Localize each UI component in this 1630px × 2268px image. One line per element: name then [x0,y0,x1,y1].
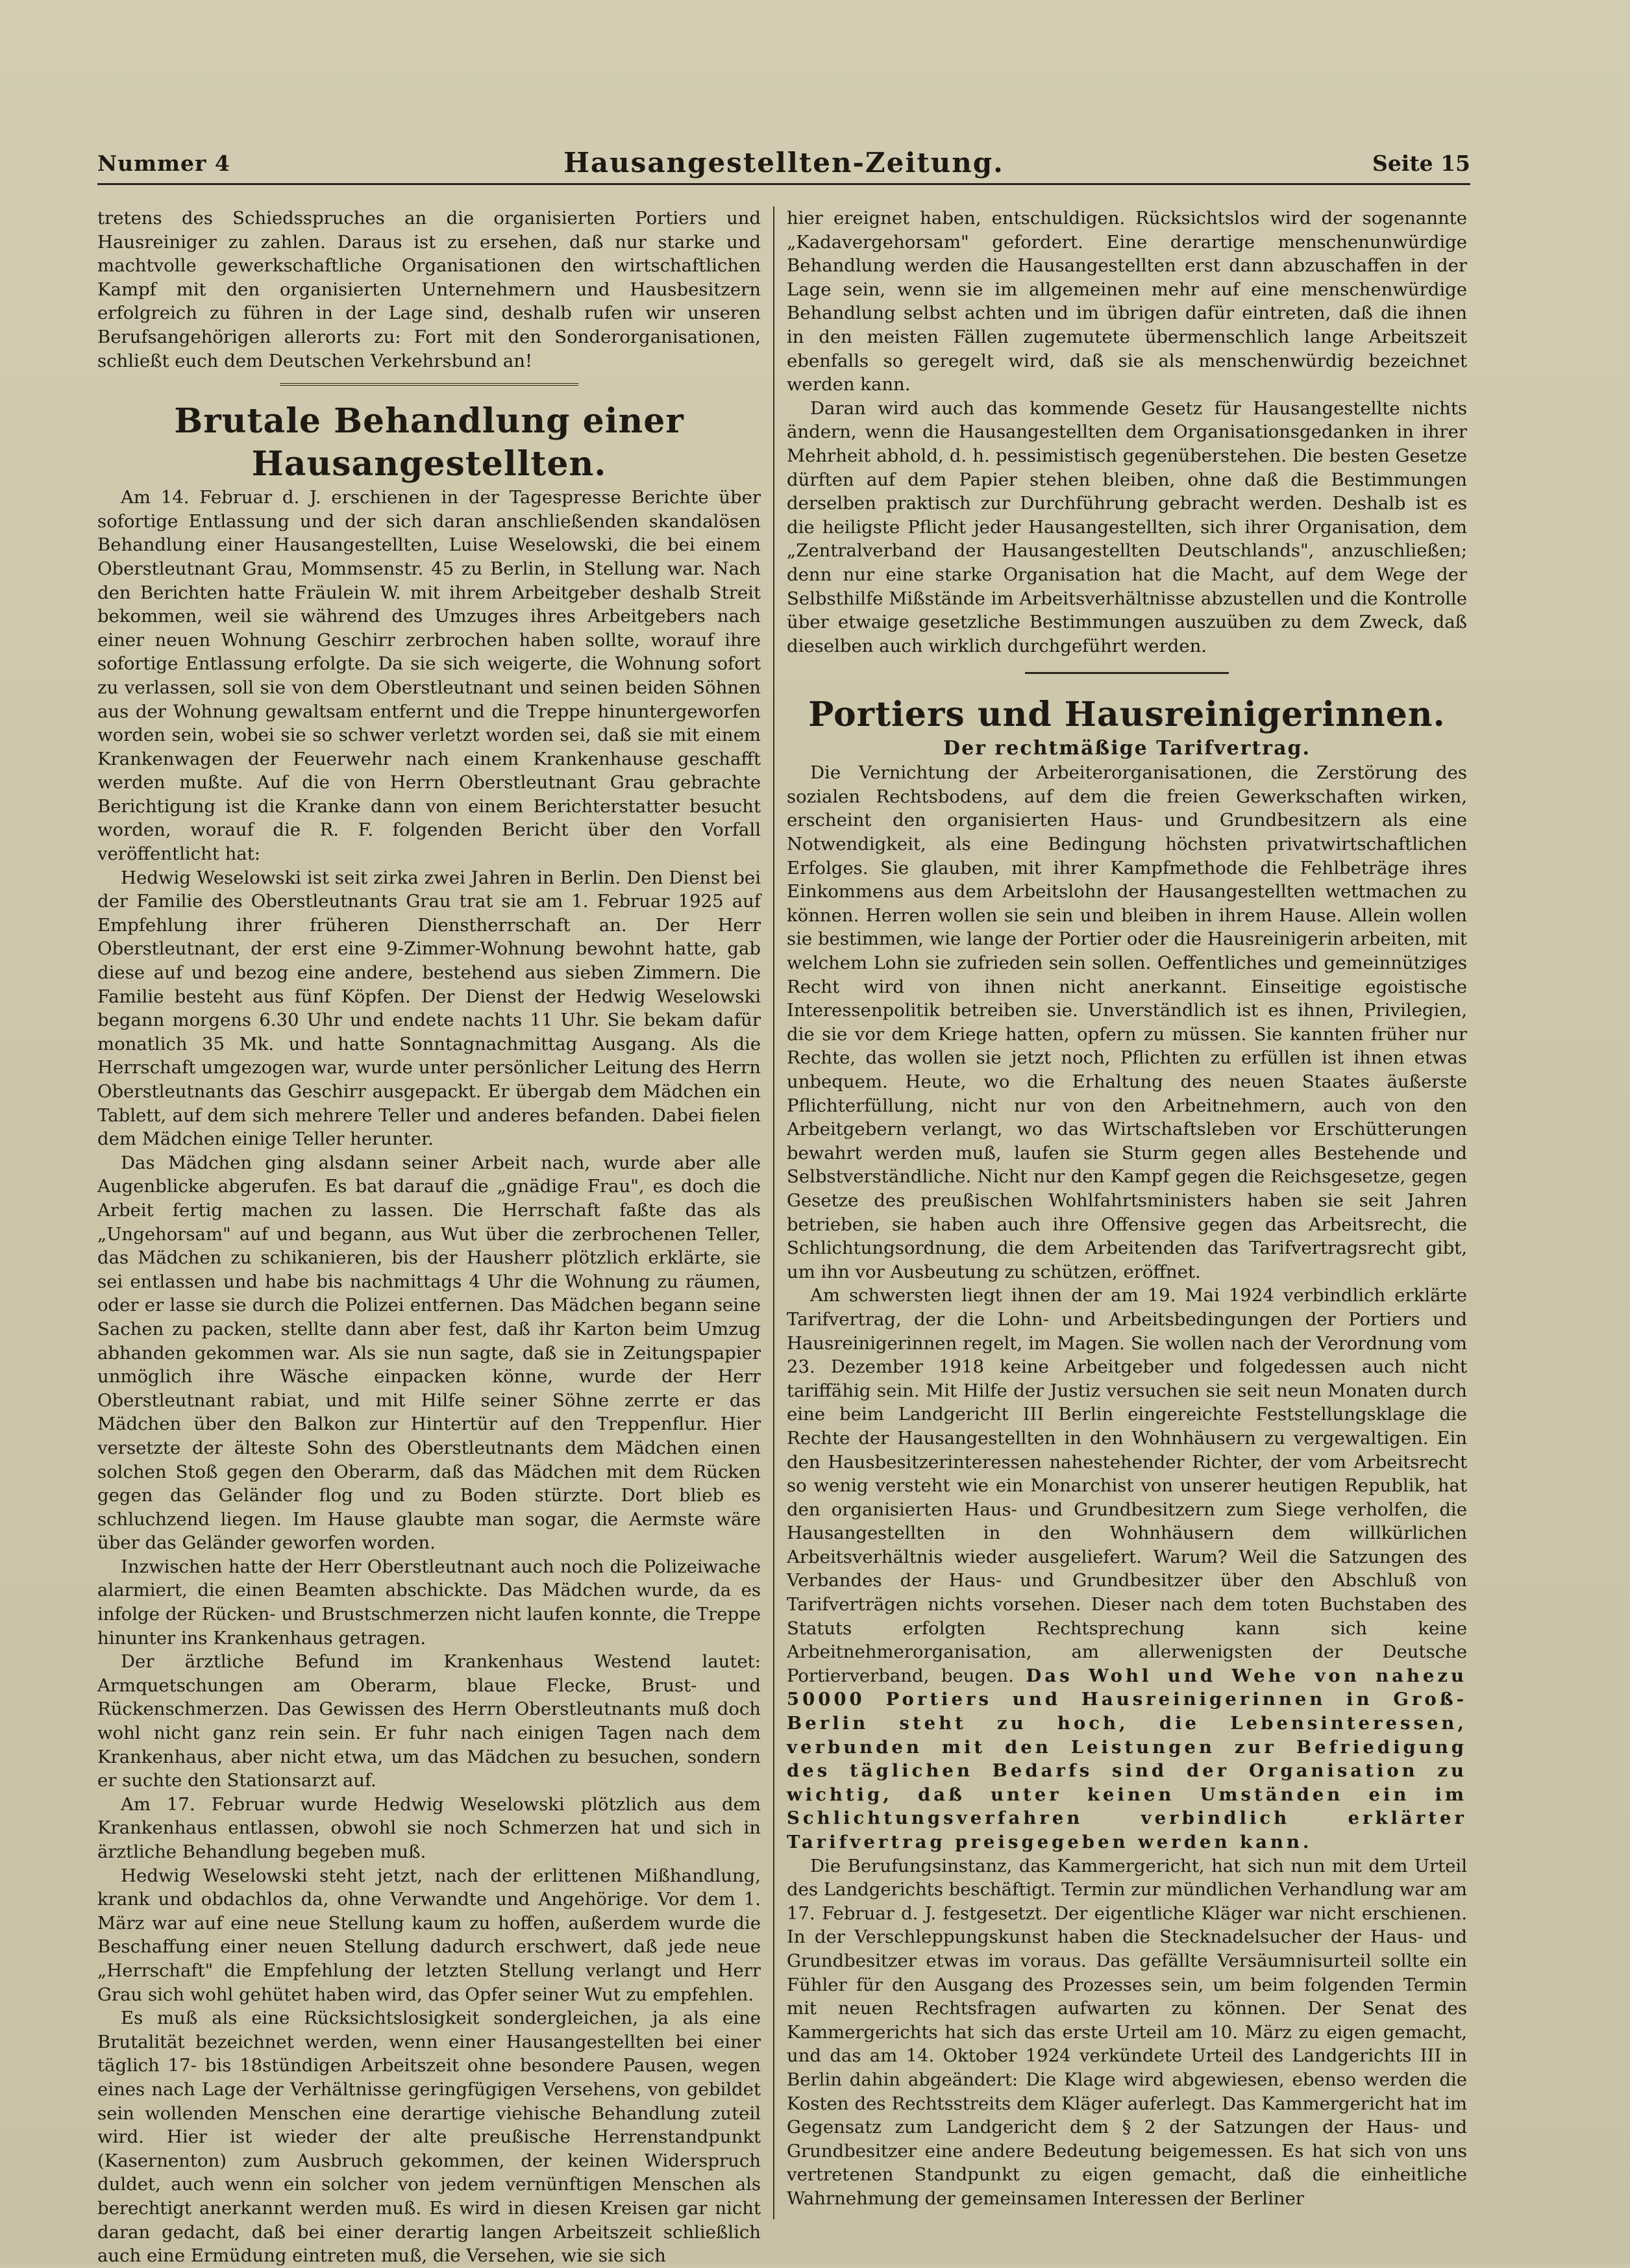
article-subtitle-tarifvertrag: Der rechtmäßige Tarifvertrag. [943,737,1311,760]
article2-paragraph-text: Am schwersten liegt ihnen der am 19. Mai 1924 verbindlich erklärte Tarifvertrag, der die Lohn- und Arbeitsbedingungen der Portiers und Hausreinigerinnen regelt, im Magen. Sie wollen nach der Verordnung vom 23. Dezember 1918 keine Arbeitgeber und folgedessen auch nicht tariffähig sein. Mit Hilfe der Justiz versuchen sie seit neun Monaten durch eine beim Landgericht III Berlin eingereichte Feststellungsklage die Rechte der Hausangestellten in den Wohnhäusern zu vergewaltigen. Ein den Hausbesitzerinteressen nahestehender Richter, der vom Arbeitsrecht so wenig versteht wie ein Monarchist von unserer heutigen Republik, hat den organisierten Haus- und Grundbesitzern zum Siege verholfen, die Hausangestellten in den Wohnhäusern dem willkürlichen Arbeitsverhältnis wieder ausgeliefert. Warum? Weil die Satzungen des Verbandes der Haus- und Grundbesitzer über den Abschluß von Tarifverträgen nichts vorsehen. Dieser nach dem toten Buchstaben des Statuts erfolgten Rechtsprechung kann sich keine Arbeitnehmerorganisation, am allerwenigsten der Deutsche Portierverband, beugen. [787,1285,1467,1686]
spaced-emphasis-text: Das Wohl und Wehe von nahezu 50000 Portiers und Hausreinigerinnen in Groß-Berlin steht zu hoch, die Lebensinteressen, verbunden mit den Leistungen zur Befriedigung des täglichen Bedarfs sind der Organisation zu wichtig, daß unter keinen Umständen ein im Schlichtungsverfahren verbindlich erklärter Tarifvertrag preisgegeben werden kann. [787,1665,1468,1852]
article1-paragraph: Hedwig Weselowski ist seit zirka zwei Jahren in Berlin. Den Dienst bei der Familie des Oberstleutnants Grau trat sie am 1. Februar 1925 auf Empfehlung ihrer früheren Dienstherrschaft an. Der Herr Oberstleutnant, der erst eine 9-Zimmer-Wohnung bewohnt hatte, gab diese auf und bezog eine andere, bestehend aus sieben Zimmern. Die Familie besteht aus fünf Köpfen. Der Dienst der Hedwig Weselowski begann morgens 6.30 Uhr und endete nachts 11 Uhr. Sie bekam dafür monatlich 35 Mk. und hatte Sonntagnachmittag Ausgang. Als die Herrschaft umgezogen war, wurde unter persönlicher Leitung des Herrn Oberstleutnants das Geschirr ausgepackt. Er übergab dem Mädchen ein Tablett, auf dem sich mehrere Teller und anderes befanden. Dabei fielen dem Mädchen einige Teller herunter. [97,867,761,1150]
article2-paragraph [787,1284,1467,1854]
article1-paragraph: Am 17. Februar wurde Hedwig Weselowski plötzlich aus dem Krankenhaus entlassen, obwohl sie noch Schmerzen hat und sich in ärztliche Behandlung begeben muß. [97,1793,761,1862]
article1-paragraph: Hedwig Weselowski steht jetzt, nach der erlittenen Mißhandlung, krank und obdachlos da, ohne Verwandte und Angehörige. Vor dem 1. März war auf eine neue Stellung kaum zu hoffen, außerdem wurde die Beschaffung einer neuen Stellung dadurch erschwert, daß jede neue „Herrschaft" die Empfehlung der letzten Stellung verlangt und Herr Grau sich wohl gehütet haben wird, das Opfer seiner Wut zu empfehlen. [97,1865,761,2005]
article2-paragraph: Die Vernichtung der Arbeiterorganisationen, die Zerstörung des sozialen Rechtsbodens, auf dem die freien Gewerkschaften wirken, erscheint den organisierten Haus- und Grundbesitzern als eine Notwendigkeit, als eine Bedingung höchsten privatwirtschaftlichen Erfolges. Sie glauben, mit ihrer Kampfmethode die Fehlbeträge ihres Einkommens aus dem Arbeitslohn der Hausangestellten wettmachen zu können. Herren wollen sie sein und bleiben in ihrem Hause. Allein wollen sie bestimmen, wie lange der Portier oder die Hausreinigerin arbeiten, mit welchem Lohn sie zufrieden sein sollen. Oeffentliches und gemeinnütziges Recht wird von ihnen nicht anerkannt. Einseitige egoistische Interessenpolitik betreiben sie. Unverständlich ist es ihnen, Privilegien, die sie vor dem Kriege hatten, opfern zu müssen. Sie kannten früher nur Rechte, das wollen sie jetzt noch, Pflichten zu erfüllen ist ihnen etwas unbequem. Heute, wo die Erhaltung des neuen Staates äußerste Pflichterfüllung, nicht nur von den Arbeitnehmern, auch von den Arbeitgebern verlangt, wo das Wirtschaftsleben vor Erschütterungen bewahrt werden muß, laufen sie Sturm gegen alles Bestehende und Selbstverständliche. Nicht nur den Kampf gegen die Reichsgesetze, gegen Gesetze des preußischen Wohlfahrtsministers haben sie seit Jahren betrieben, sie haben auch ihre Offensive gegen das Arbeitsrecht, die Schlichtungsordnung, die dem Arbeitenden das Tarifvertragsrecht gibt, um ihn vor Ausbeutung zu schützen, eröffnet. [787,762,1467,1282]
page-number: Seite 15 [1372,151,1470,176]
article2-paragraph: Die Berufungsinstanz, das Kammergericht, hat sich nun mit dem Urteil des Landgerichts beschäftigt. Termin zur mündlichen Verhandlung war am 17. Februar d. J. festgesetzt. Der eigentliche Kläger war nicht erschienen. In der Verschleppungskunst haben die Stecknadelsucher der Haus- und Grundbesitzer etwas im voraus. Das gefällte Versäumnisurteil sollte ein Fühler für den Ausgang des Prozesses sein, um beim folgenden Termin mit neuen Rechtsfragen aufwarten zu können. Der Senat des Kammergerichts hat sich das erste Urteil am 10. März zu eigen gemacht, und das am 14. Oktober 1924 verkündete Urteil des Landgerichts III in Berlin dahin abgeändert: Die Klage wird abgewiesen, ebenso werden die Kosten des Rechtsstreits dem Kläger auferlegt. Das Kammergericht hat im Gegensatz zum Landgericht dem § 2 der Satzungen der Haus- und Grundbesitzer eine andere Bedeutung beigemessen. Es hat sich von uns vertretenen Standpunkt zu eigen gemacht, daß die einheitliche Wahrnehmung der gemeinsamen Interessen der Berliner [787,1855,1467,2209]
section-divider [280,383,578,386]
right-column [787,206,1467,2226]
newspaper-title: Hausangestellten-Zeitung. [563,147,1004,179]
issue-number: Nummer 4 [97,151,230,176]
column-divider [773,206,774,2219]
section-divider [1025,672,1229,674]
article1-paragraph: Der ärztliche Befund im Krankenhaus Westend lautet: Armquetschungen am Oberarm, blaue Flecke, Brust- und Rückenschmerzen. Das Gewissen des Herrn Oberstleutnants muß doch wohl nicht ganz rein sein. Er fuhr nach einigen Tagen nach dem Krankenhaus, aber nicht etwa, um das Mädchen zu besuchen, sondern er suchte den Stationsarzt auf. [97,1651,761,1791]
article1-continuation: hier ereignet haben, entschuldigen. Rücksichtslos wird der sogenannte „Kadavergehorsam" gefordert. Eine derartige menschenunwürdige Behandlung werden die Hausangestellten erst dann abzuschaffen in der Lage sein, wenn sie im allgemeinen mehr auf eine menschenwürdige Behandlung selbst achten und im übrigen dafür eintreten, daß die ihnen in den meisten Fällen zugemutete übermenschlich lange Arbeitszeit ebenfalls so geregelt wird, daß sie als menschenwürdig bezeichnet werden kann. [787,208,1467,395]
article1-paragraph: Das Mädchen ging alsdann seiner Arbeit nach, wurde aber alle Augenblicke abgerufen. Es bat darauf die „gnädige Frau", es doch die Arbeit fertig machen zu lassen. Die Herrschaft faßte das als „Ungehorsam" auf und begann, aus Wut über die zerbrochenen Teller, das Mädchen zu schikanieren, bis der Hausherr plötzlich erklärte, sie sei entlassen und habe bis nachmittags 4 Uhr die Wohnung zu räumen, oder er lasse sie durch die Polizei entfernen. Das Mädchen begann seine Sachen zu packen, stellte dann aber fest, daß ihr Karton beim Umzug abhanden gekommen war. Als sie nun sagte, daß sie in Zeitungspapier unmöglich ihre Wäsche einpacken könne, wurde der Herr Oberstleutnant rabiat, und mit Hilfe seiner Söhne zerrte er das Mädchen über den Balkon zur Hintertür auf den Treppenflur. Hier versetzte der älteste Sohn des Oberstleutnants dem Mädchen einen solchen Stoß gegen den Oberarm, daß das Mädchen mit dem Rücken gegen das Geländer flog und zu Boden stürzte. Dort blieb es schluchzend liegen. Im Hause glaubte man sogar, die Aermste wäre über das Geländer geworfen worden. [97,1152,761,1554]
article1-paragraph: Am 14. Februar d. J. erschienen in der Tagespresse Berichte über sofortige Entlassung und der sich daran anschließenden skandalösen Behandlung einer Hausangestellten, Luise Weselowski, die bei einem Oberstleutnant Grau, Mommsenstr. 45 zu Berlin, in Stellung war. Nach den Berichten hatte Fräulein W. mit ihrem Arbeitgeber deshalb Streit bekommen, weil sie während des Umzuges ihres Arbeitgebers nach einer neuen Wohnung Geschirr zerbrochen haben sollte, worauf ihre sofortige Entlassung erfolgte. Da sie sich weigerte, die Wohnung sofort zu verlassen, soll sie von dem Oberstleutnant und seinen beiden Söhnen aus der Wohnung gewaltsam entfernt und die Treppe hinuntergeworfen worden sein, wobei sie so schwer verletzt worden sei, daß sie mit einem Krankenwagen der Feuerwehr nach einem Krankenhause geschafft werden mußte. Auf die von Herrn Oberstleutnant Grau gebrachte Berichtigung ist die Kranke dann von einem Berichterstatter besucht worden, worauf die R. F. folgenden Bericht über den Vorfall veröffentlicht hat: [97,487,761,865]
left-column [97,206,761,2267]
intro-paragraph: tretens des Schiedsspruches an die organisierten Portiers und Hausreiniger zu zahlen. Daraus ist zu ersehen, daß nur starke und machtvolle gewerkschaftliche Organisationen den wirtschaftlichen Kampf mit den organisierten Unternehmern und Hausbesitzern erfolgreich zu führen in der Lage sind, deshalb rufen wir unseren Berufsangehörigen allerorts zu: Fort mit den Sonderorganisationen, schließt euch dem Deutschen Verkehrsbund an! [97,208,761,371]
page-header [97,147,1470,185]
article1-paragraph: Es muß als eine Rücksichtslosigkeit sondergleichen, ja als eine Brutalität bezeichnet werden, wenn einer Hausangestellten bei einer täglich 17- bis 18stündigen Arbeitszeit ohne besondere Pausen, wegen eines nach Lage der Verhältnisse geringfügigen Versehens, von gebildet sein wollenden Menschen eine derartige viehische Behandlung zuteil wird. Hier ist wieder der alte preußische Herrenstandpunkt (Kasernenton) zum Ausbruch gekommen, der keinen Widerspruch duldet, auch wenn ein solcher von jedem vernünftigen Menschen als berechtigt anerkannt werden muß. Es wird in diesen Kreisen gar nicht daran gedacht, daß bei einer derartig langen Arbeitszeit schließlich auch eine Ermüdung eintreten muß, die Versehen, wie sie sich [97,2008,761,2267]
article-title-brutal-treatment: Brutale Behandlung einer Hausangestellten. [174,401,684,484]
article1-paragraph: Inzwischen hatte der Herr Oberstleutnant auch noch die Polizeiwache alarmiert, die einen Beamten abschickte. Das Mädchen wurde, da es infolge der Rücken- und Brustschmerzen nicht laufen konnte, die Treppe hinunter ins Krankenhaus getragen. [97,1556,761,1649]
article1-continuation: Daran wird auch das kommende Gesetz für Hausangestellte nichts ändern, wenn die Hausangestellten dem Organisationsgedanken in ihrer Mehrheit abhold, d. h. pessimistisch gegenüberstehen. Die besten Gesetze dürften auf dem Papier stehen bleiben, ohne daß die Bestimmungen derselben praktisch zur Durchführung gebracht werden. Deshalb ist es die heiligste Pflicht jeder Hausangestellten, sich ihrer Organisation, dem „Zentralverband der Hausangestellten Deutschlands", anzuschließen; denn nur eine starke Organisation hat die Macht, auf dem Wege der Selbsthilfe Mißstände im Arbeitsverhältnisse abzustellen und die Kontrolle über etwaige gesetzliche Bestimmungen auszuüben zu dem Zweck, daß dieselben auch wirklich durchgeführt werden. [787,397,1467,656]
article-title-portiers: Portiers und Hausreinigerinnen. [808,695,1446,735]
